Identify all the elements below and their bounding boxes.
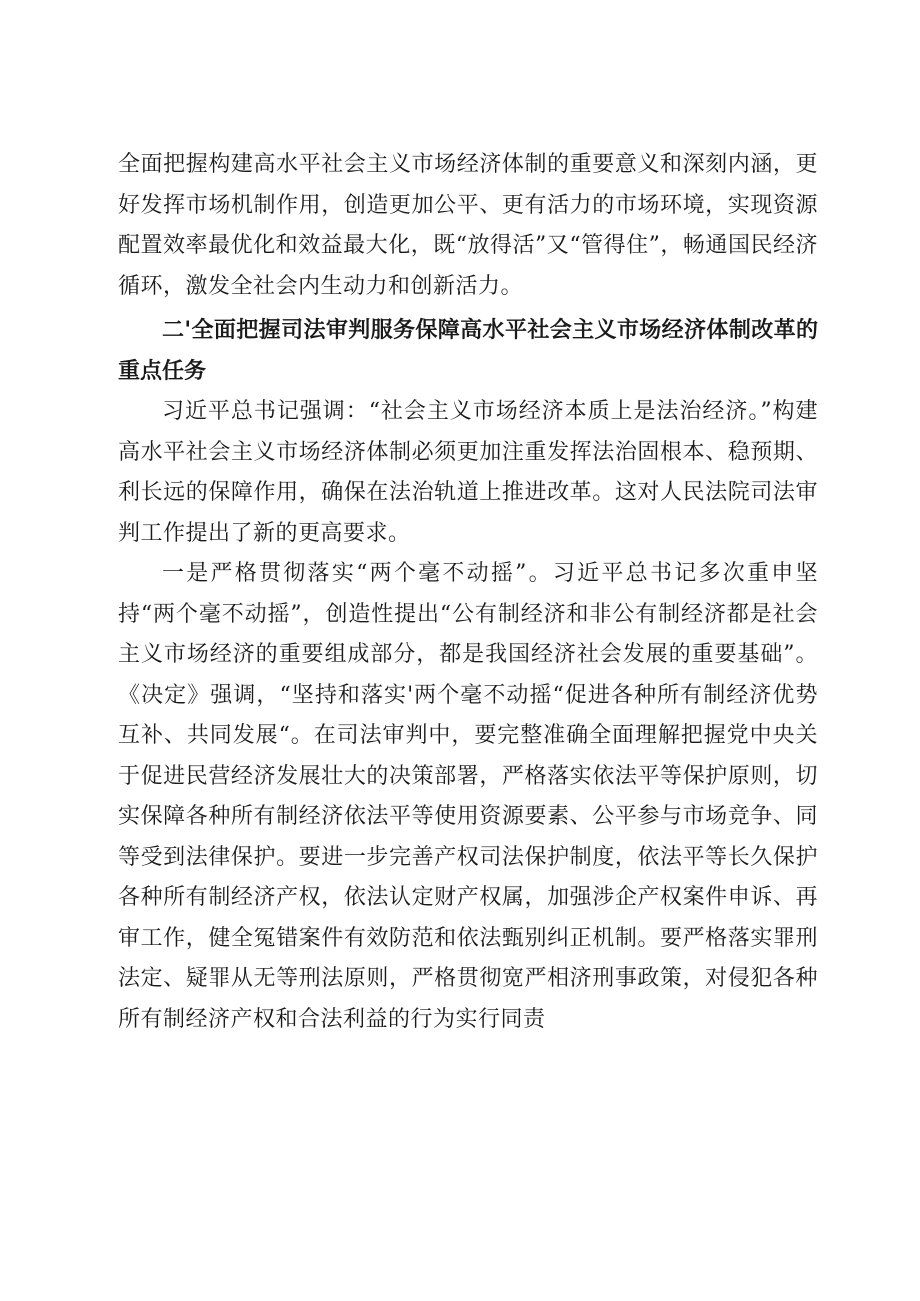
document-body <box>118 145 818 1040</box>
paragraph-point-one: 一是严格贯彻落实“两个毫不动摇”。习近平总书记多次重申坚持“两个毫不动摇”，创造性提出“公有制经济和非公有制经济都是社会主义市场经济的重要组成部分，都是我国经济社会发展的重要基础”。《决定》强调，“坚持和落实'两个毫不动摇“促进各种所有制经济优势互补、共同发展“。在司法审判中，要完整准确全面理解把握党中央关于促进民营经济发展壮大的决策部署，严格落实依法平等保护原则，切实保障各种所有制经济依法平等使用资源要素、公平参与市场竞争、同等受到法律保护。要进一步完善产权司法保护制度，依法平等长久保护各种所有制经济产权，依法认定财产权属，加强涉企产权案件申诉、再审工作，健全冤错案件有效防范和依法甄别纠正机制。要严格落实罪刑法定、疑罪从无等刑法原则，严格贯彻宽严相济刑事政策，对侵犯各种所有制经济产权和合法利益的行为实行同责 <box>118 561 818 1032</box>
paragraph-quote: 习近平总书记强调：“社会主义市场经济本质上是法治经济。”构建高水平社会主义市场经济体制必须更加注重发挥法治固根本、稳预期、利长远的保障作用，确保在法治轨道上推进改革。这对人民法院司法审判工作提出了新的更高要求。 <box>118 399 818 546</box>
paragraph-intro-continuation: 全面把握构建高水平社会主义市场经济体制的重要意义和深刻内涵，更好发挥市场机制作用，创造更加公平、更有活力的市场环境，实现资源配置效率最优化和效益最大化，既“放得活”又“管得住”，畅通国民经济循环，激发全社会内生动力和创新活力。 <box>118 152 818 299</box>
section-heading: 二'全面把握司法审判服务保障高水平社会主义市场经济体制改革的重点任务 <box>118 318 818 384</box>
